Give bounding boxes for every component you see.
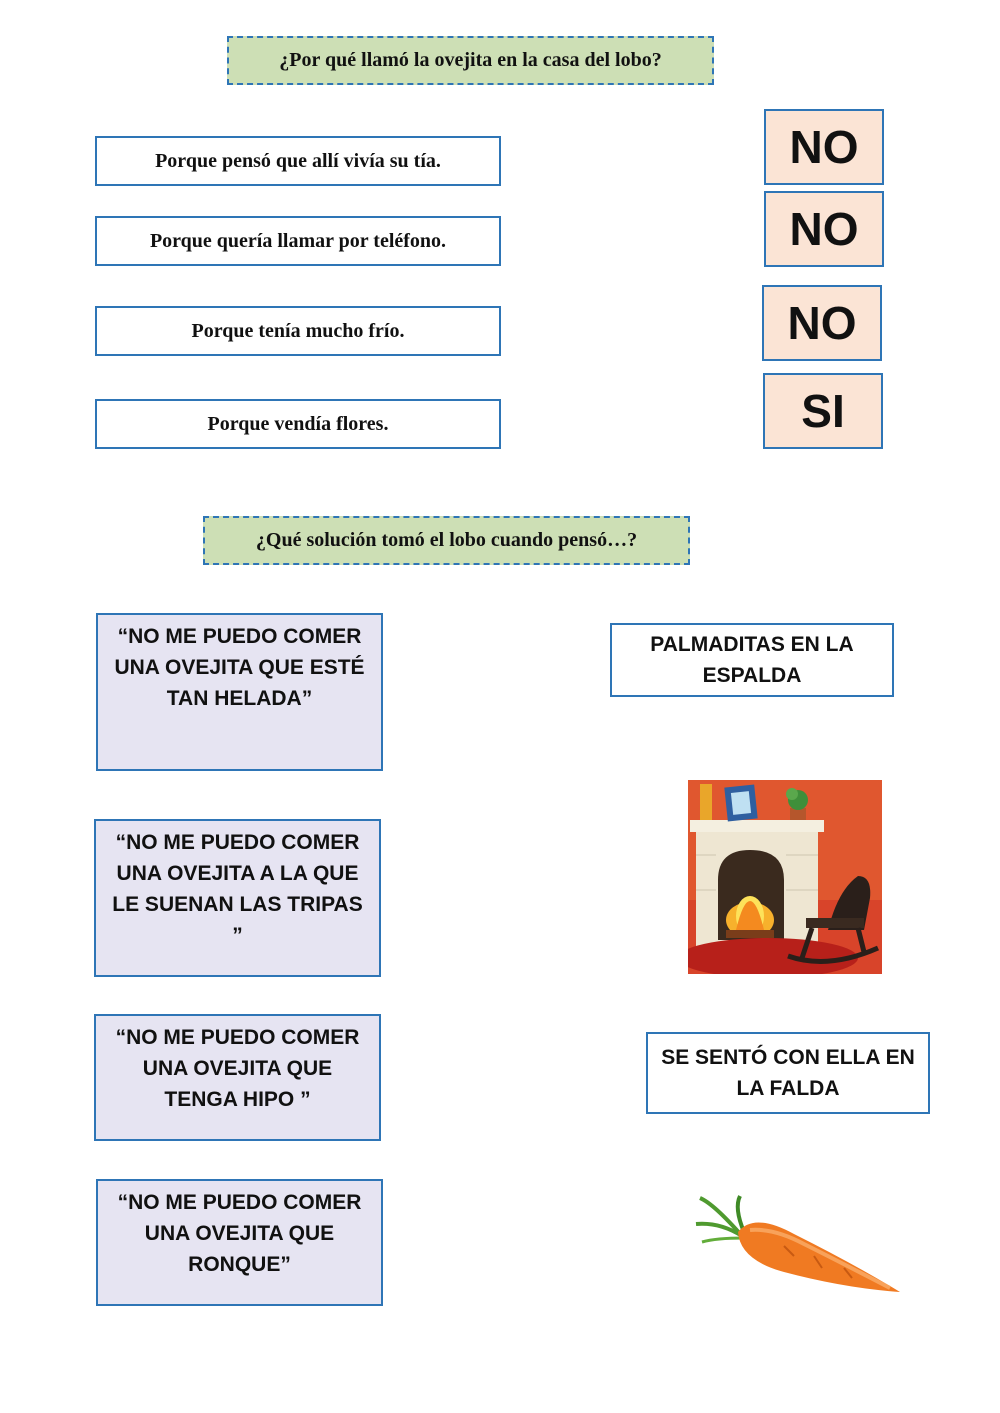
solution-box-lap[interactable]: SE SENTÓ CON ELLA EN LA FALDA bbox=[646, 1032, 930, 1114]
quote-box-1[interactable]: “NO ME PUEDO COMER UNA OVEJITA QUE ESTÉ TAN HELADA” bbox=[96, 613, 383, 771]
answer-box-2[interactable]: Porque quería llamar por teléfono. bbox=[95, 216, 501, 266]
carrot-picture[interactable] bbox=[694, 1194, 904, 1298]
answer-mark-3[interactable]: NO bbox=[762, 285, 882, 361]
answer-mark-4[interactable]: SI bbox=[763, 373, 883, 449]
fireplace-picture[interactable] bbox=[688, 780, 882, 974]
solution-box-pats[interactable]: PALMADITAS EN LA ESPALDA bbox=[610, 623, 894, 697]
quote-box-4[interactable]: “NO ME PUEDO COMER UNA OVEJITA QUE RONQUE” bbox=[96, 1179, 383, 1306]
answer-box-3[interactable]: Porque tenía mucho frío. bbox=[95, 306, 501, 356]
quote-box-2[interactable]: “NO ME PUEDO COMER UNA OVEJITA A LA QUE LE SUENAN LAS TRIPAS ” bbox=[94, 819, 381, 977]
question-title-1: ¿Por qué llamó la ovejita en la casa del lobo? bbox=[227, 36, 714, 85]
answer-mark-1[interactable]: NO bbox=[764, 109, 884, 185]
answer-box-4[interactable]: Porque vendía flores. bbox=[95, 399, 501, 449]
question-title-2: ¿Qué solución tomó el lobo cuando pensó…? bbox=[203, 516, 690, 565]
quote-box-3[interactable]: “NO ME PUEDO COMER UNA OVEJITA QUE TENGA HIPO ” bbox=[94, 1014, 381, 1141]
answer-box-1[interactable]: Porque pensó que allí vivía su tía. bbox=[95, 136, 501, 186]
answer-mark-2[interactable]: NO bbox=[764, 191, 884, 267]
